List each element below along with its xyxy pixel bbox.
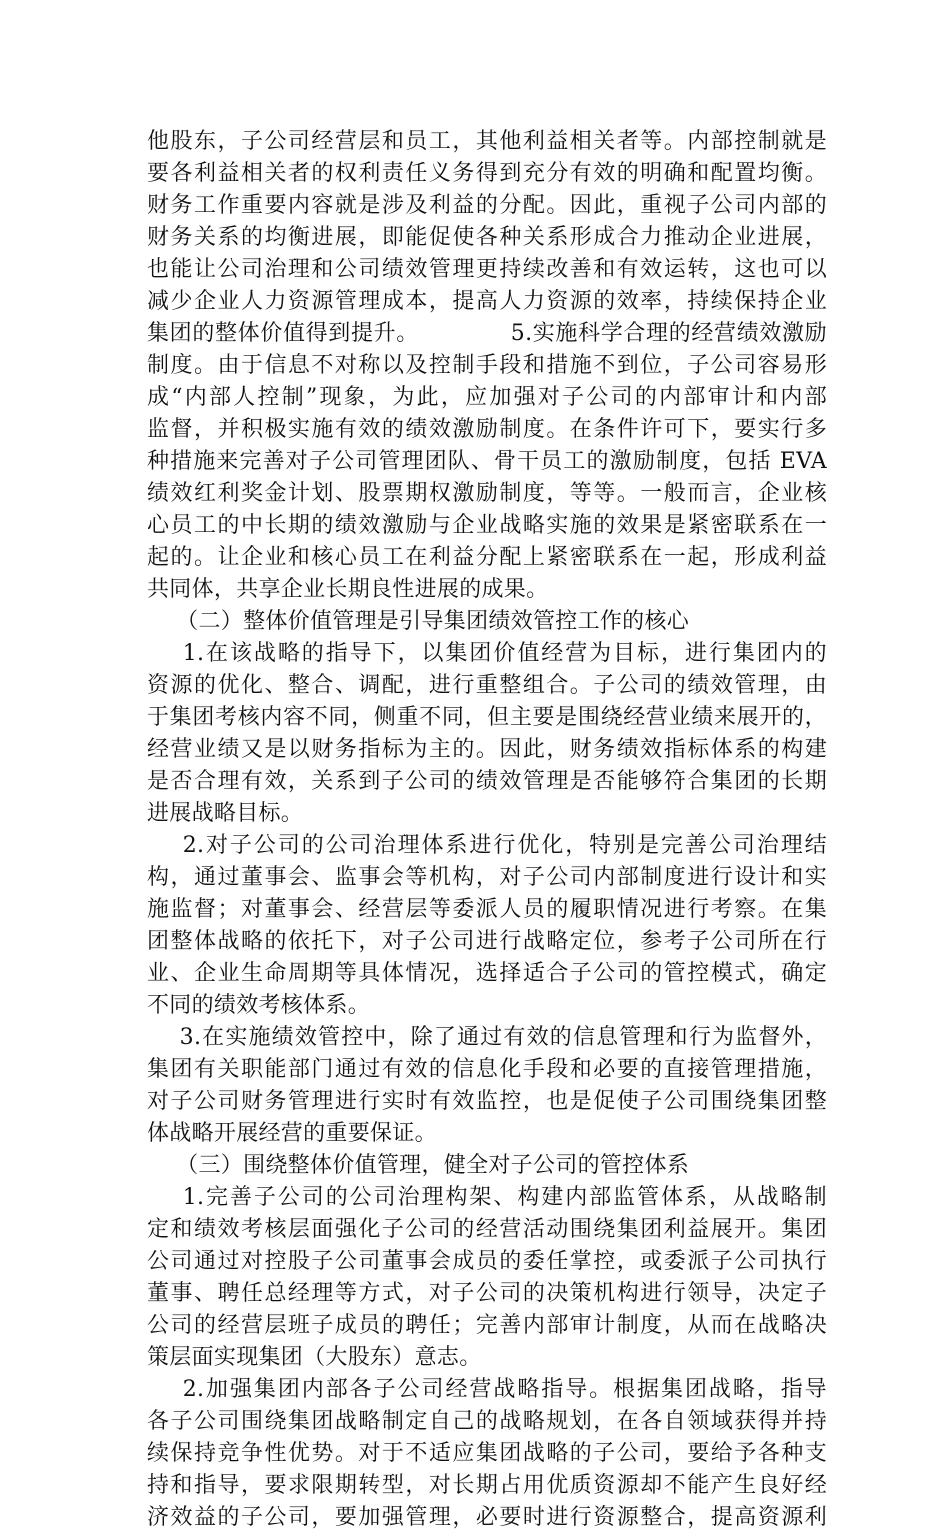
- text-line: 构，通过董事会、监事会等机构，对子公司内部制度进行设计和实: [147, 865, 827, 890]
- text-line: 财务关系的均衡进展，即能促使各种关系形成合力推动企业进展，: [147, 225, 827, 250]
- text-line: 制度。由于信息不对称以及控制手段和措施不到位，子公司容易形: [147, 353, 827, 378]
- text-line: 续保持竞争性优势。对于不适应集团战略的子公司，要给予各种支: [147, 1441, 827, 1466]
- text-line: 3.在实施绩效管控中，除了通过有效的信息管理和行为监督外，: [147, 1025, 827, 1050]
- text-line: 减少企业人力资源管理成本，提高人力资源的效率，持续保持企业: [147, 289, 827, 314]
- text-line: 进展战略目标。: [147, 801, 304, 826]
- text-line: 1.在该战略的指导下，以集团价值经营为目标，进行集团内的: [147, 641, 827, 666]
- text-line: 监督，并积极实施有效的绩效激励制度。在条件许可下，要实行多: [147, 417, 827, 442]
- text-line: 团整体战略的依托下，对子公司进行战略定位，参考子公司所在行: [147, 929, 827, 954]
- text-line: 策层面实现集团（大股东）意志。: [147, 1345, 482, 1370]
- text-line: 业、企业生命周期等具体情况，选择适合子公司的管控模式，确定: [147, 961, 827, 986]
- text-line: 施监督；对董事会、经营层等委派人员的履职情况进行考察。在集: [147, 897, 827, 922]
- text-line: 绩效红利奖金计划、股票期权激励制度，等等。一般而言，企业核: [147, 481, 827, 506]
- text-line: 公司通过对控股子公司董事会成员的委任掌控，或委派子公司执行: [147, 1249, 827, 1274]
- text-line: 集团的整体价值得到提升。 5.实施科学合理的经营绩效激励: [147, 321, 827, 346]
- body-text: [147, 126, 827, 1534]
- section-heading: （二）整体价值管理是引导集团绩效管控工作的核心: [147, 609, 690, 634]
- text-line: 集团有关职能部门通过有效的信息化手段和必要的直接管理措施，: [147, 1057, 827, 1082]
- text-line: 1.完善子公司的公司治理构架、构建内部监管体系，从战略制: [147, 1185, 827, 1210]
- text-line: 心员工的中长期的绩效激励与企业战略实施的效果是紧密联系在一: [147, 513, 827, 538]
- text-line: 要各利益相关者的权利责任义务得到充分有效的明确和配置均衡。: [147, 161, 827, 186]
- text-line: 他股东，子公司经营层和员工，其他利益相关者等。内部控制就是: [147, 129, 827, 154]
- text-line: 公司的经营层班子成员的聘任；完善内部审计制度，从而在战略决: [147, 1313, 827, 1338]
- text-line: 不同的绩效考核体系。: [147, 993, 371, 1018]
- text-line: 体战略开展经营的重要保证。: [147, 1121, 437, 1146]
- text-line: 起的。让企业和核心员工在利益分配上紧密联系在一起，形成利益: [147, 545, 827, 570]
- text-line: 经营业绩又是以财务指标为主的。因此，财务绩效指标体系的构建: [147, 737, 827, 762]
- section-heading: （三）围绕整体价值管理，健全对子公司的管控体系: [147, 1153, 690, 1178]
- text-line: 对子公司财务管理进行实时有效监控，也是促使子公司围绕集团整: [147, 1089, 827, 1114]
- text-line: 资源的优化、整合、调配，进行重整组合。子公司的绩效管理，由: [147, 673, 827, 698]
- text-line: 共同体，共享企业长期良性进展的成果。: [147, 577, 549, 602]
- text-line: 也能让公司治理和公司绩效管理更持续改善和有效运转，这也可以: [147, 257, 827, 282]
- text-line: 2.对子公司的公司治理体系进行优化，特别是完善公司治理结: [147, 833, 827, 858]
- text-line: 是否合理有效，关系到子公司的绩效管理是否能够符合集团的长期: [147, 769, 827, 794]
- text-line: 定和绩效考核层面强化子公司的经营活动围绕集团利益展开。集团: [147, 1217, 827, 1242]
- text-line: 种措施来完善对子公司管理团队、骨干员工的激励制度，包括 EVA: [147, 449, 827, 474]
- text-line: 董事、聘任总经理等方式，对子公司的决策机构进行领导，决定子: [147, 1281, 827, 1306]
- text-line: 持和指导，要求限期转型，对长期占用优质资源却不能产生良好经: [147, 1473, 827, 1498]
- text-line: 成“内部人控制”现象，为此，应加强对子公司的内部审计和内部: [147, 385, 827, 410]
- text-line: 财务工作重要内容就是涉及利益的分配。因此，重视子公司内部的: [147, 193, 827, 218]
- text-line: 2.加强集团内部各子公司经营战略指导。根据集团战略，指导: [147, 1377, 827, 1402]
- text-line: 济效益的子公司，要加强管理，必要时进行资源整合，提高资源利: [147, 1505, 827, 1530]
- text-line: 各子公司围绕集团战略制定自己的战略规划，在各自领域获得并持: [147, 1409, 827, 1434]
- text-line: 于集团考核内容不同，侧重不同，但主要是围绕经营业绩来展开的，: [147, 705, 827, 730]
